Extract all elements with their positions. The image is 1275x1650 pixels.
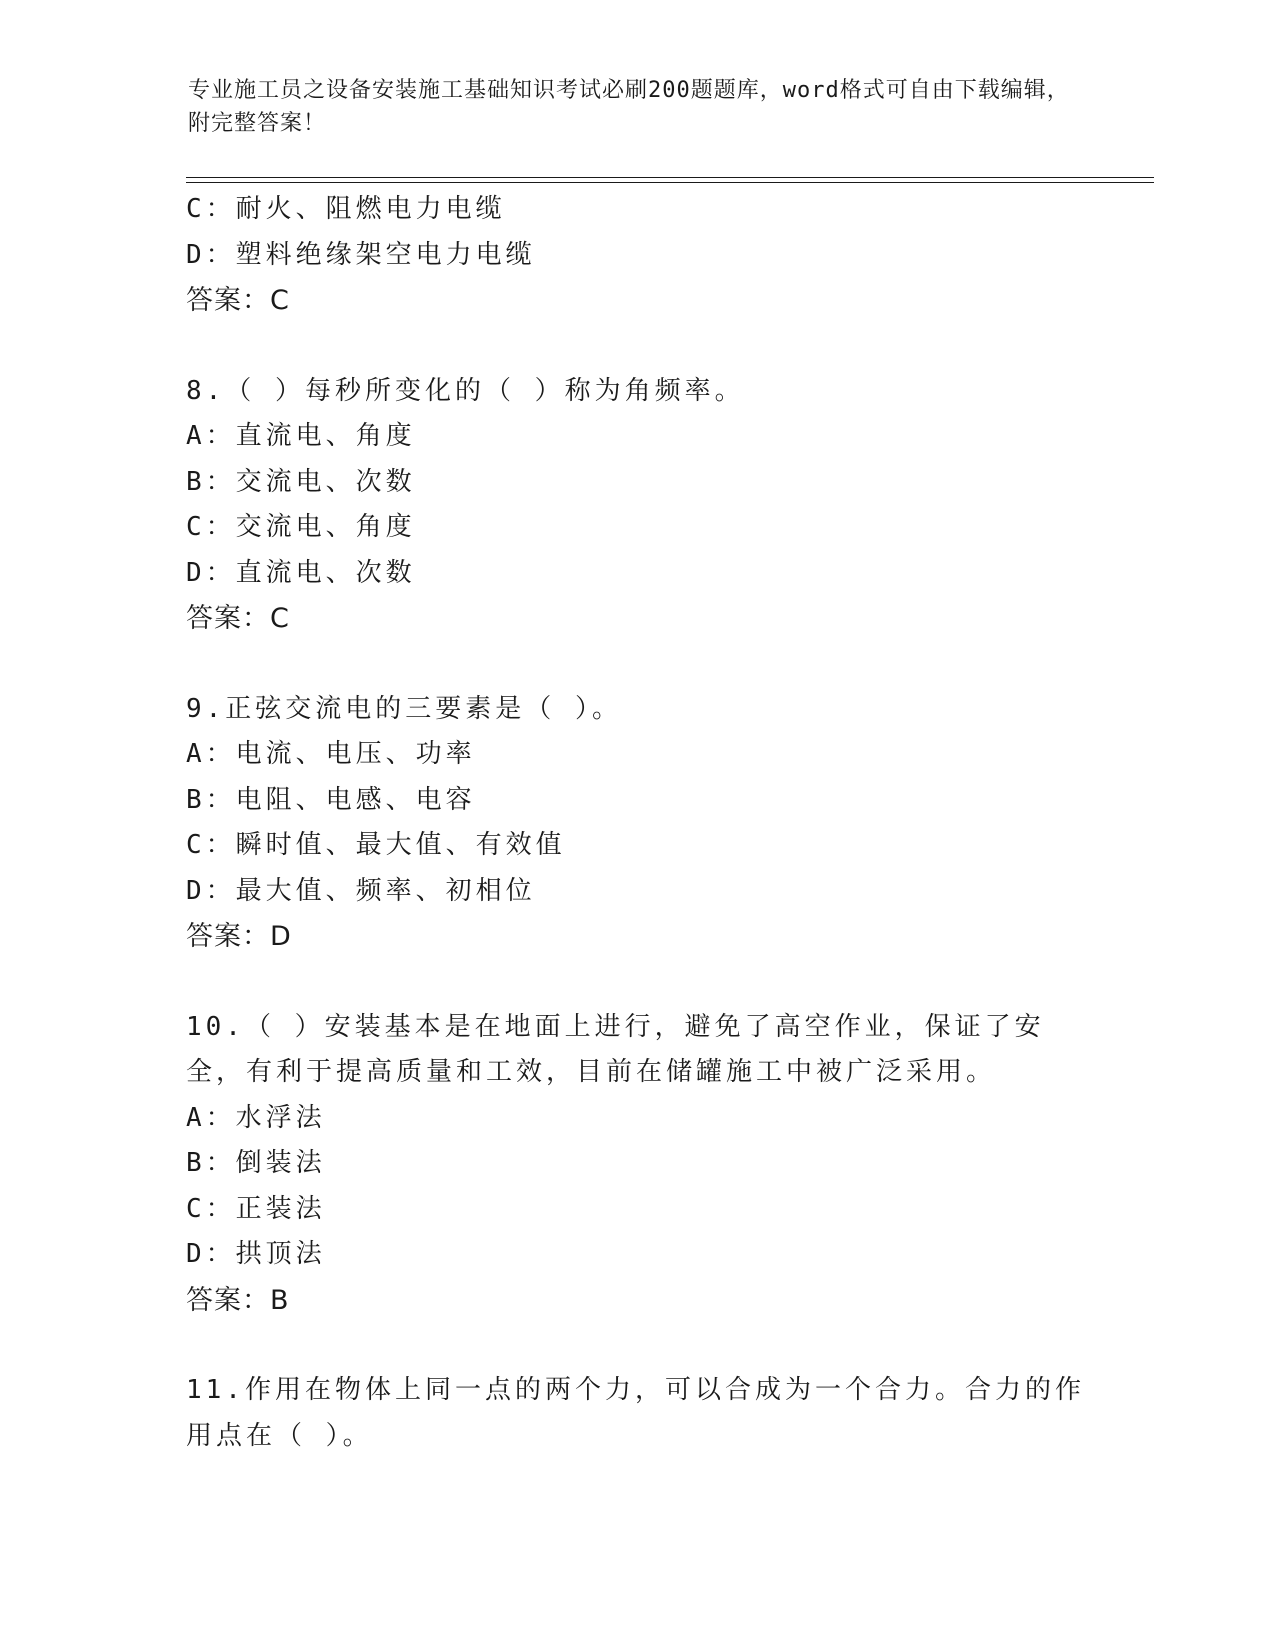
option-b: B：电阻、电感、电容 [186,784,476,815]
option-c: C：正装法 [186,1193,326,1224]
option-c: C：耐火、阻燃电力电缆 [186,194,506,224]
option-d: D：拱顶法 [186,1239,326,1269]
option-d: D：塑料绝缘架空电力电缆 [186,239,536,270]
question-stem: 9.正弦交流电的三要素是（ ）。 [186,693,622,724]
option-b: B：交流电、次数 [186,466,416,497]
question-7-tail [186,187,1086,324]
answer-line: 答案：C [186,285,290,316]
question-stem: 10.（ ）安装基本是在地面上进行，避免了高空作业，保证了安全，有利于提高质量和工效，目前在储罐施工中被广泛采用。 [186,1011,1045,1087]
option-a: A：电流、电压、功率 [186,739,476,769]
question-11 [186,1368,1086,1459]
document-header: 专业施工员之设备安装施工基础知识考试必刷200题题库，word格式可自由下载编辑，附完整答案！ [188,78,1070,136]
header-rule-top [186,177,1154,178]
option-b: B：倒装法 [186,1148,326,1178]
question-8 [186,369,1086,642]
question-9 [186,687,1086,960]
question-stem: 11.作用在物体上同一点的两个力，可以合成为一个合力。合力的作用点在（ ）。 [186,1375,1085,1451]
option-c: C：瞬时值、最大值、有效值 [186,830,566,860]
option-d: D：直流电、次数 [186,557,416,588]
option-d: D：最大值、频率、初相位 [186,875,536,906]
question-list [186,187,1086,1459]
answer-line: 答案：D [186,921,292,952]
header-rule-bottom [186,182,1154,183]
option-a: A：水浮法 [186,1102,326,1133]
option-a: A：直流电、角度 [186,421,416,451]
question-stem: 8.（ ）每秒所变化的（ ）称为角频率。 [186,375,745,406]
answer-line: 答案：C [186,603,290,634]
question-10 [186,1005,1086,1324]
option-c: C：交流电、角度 [186,512,416,542]
answer-line: 答案：B [186,1284,290,1316]
